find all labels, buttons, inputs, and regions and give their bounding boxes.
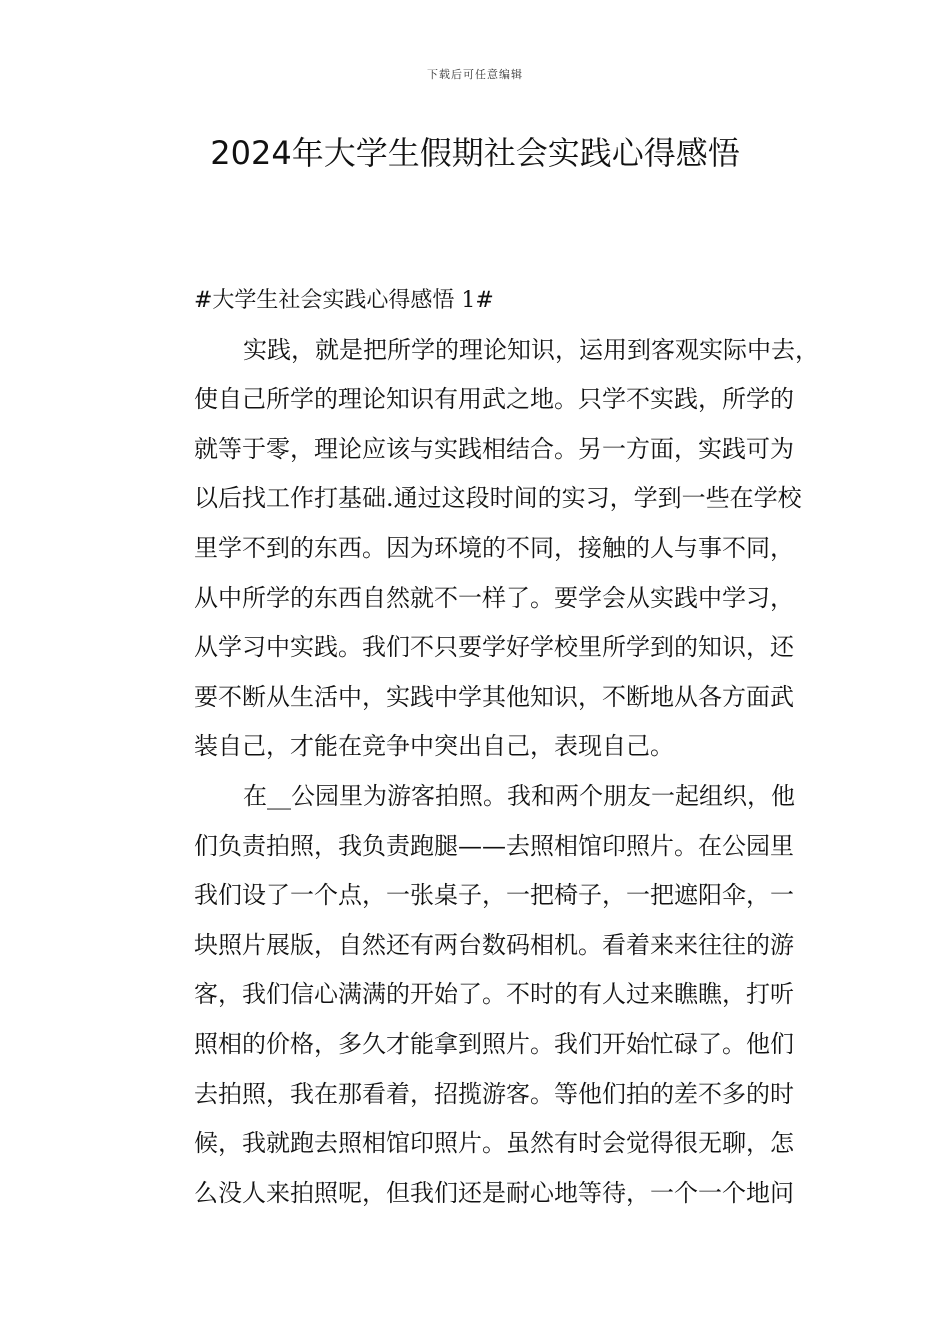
paragraph-line: 实践，就是把所学的理论知识，运用到客观实际中去， [243, 335, 819, 364]
document-title: 2024年大学生假期社会实践心得感悟 [210, 134, 740, 172]
section-heading: #大学生社会实践心得感悟 1# [194, 288, 494, 313]
paragraph-line: 要不断从生活中，实践中学其他知识，不断地从各方面武 [194, 682, 794, 711]
paragraph-line: 以后找工作打基础.通过这段时间的实习，学到一些在学校 [194, 484, 802, 513]
header-note: 下载后可任意编辑 [427, 68, 523, 81]
paragraph-line: 么没人来拍照呢，但我们还是耐心地等待，一个一个地问 [194, 1178, 794, 1207]
paragraph-line: 在__公园里为游客拍照。我和两个朋友一起组织，他 [243, 781, 795, 810]
paragraph-line: 去拍照，我在那看着，招揽游客。等他们拍的差不多的时 [194, 1079, 794, 1108]
paragraph-line: 客，我们信心满满的开始了。不时的有人过来瞧瞧，打听 [194, 980, 794, 1009]
paragraph-line: 从中所学的东西自然就不一样了。要学会从实践中学习， [194, 583, 794, 612]
paragraph-line: 里学不到的东西。因为环境的不同，接触的人与事不同， [194, 533, 794, 562]
paragraph-line: 候，我就跑去照相馆印照片。虽然有时会觉得很无聊，怎 [194, 1129, 794, 1158]
paragraph-line: 装自己，才能在竞争中突出自己，表现自己。 [194, 732, 674, 761]
paragraph-line: 照相的价格，多久才能拿到照片。我们开始忙碌了。他们 [194, 1029, 794, 1058]
paragraph-line: 使自己所学的理论知识有用武之地。只学不实践，所学的 [194, 385, 794, 414]
paragraph-line: 就等于零，理论应该与实践相结合。另一方面，实践可为 [194, 434, 794, 463]
paragraph-line: 块照片展版，自然还有两台数码相机。看着来来往往的游 [194, 930, 794, 959]
paragraph-2 [145, 772, 811, 1218]
paragraph-line: 们负责拍照，我负责跑腿——去照相馆印照片。在公园里 [194, 831, 794, 860]
paragraph-1 [145, 326, 819, 772]
document-body [145, 276, 819, 1218]
paragraph-line: 从学习中实践。我们不只要学好学校里所学到的知识，还 [194, 633, 794, 662]
paragraph-line: 我们设了一个点，一张桌子，一把椅子，一把遮阳伞，一 [194, 881, 794, 910]
